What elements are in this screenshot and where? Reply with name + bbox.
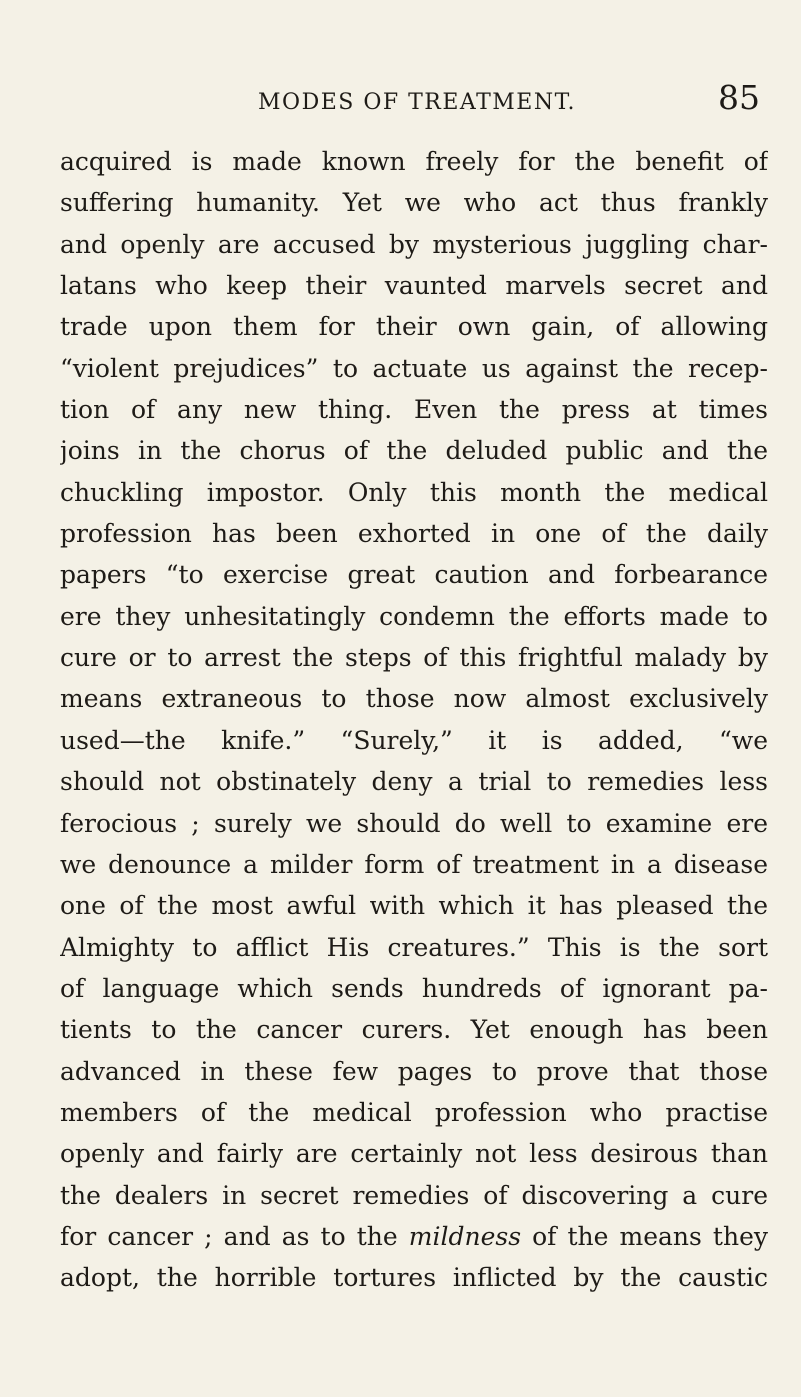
text-line: members of the medical profession who practise: [60, 1097, 768, 1127]
body-text: [60, 141, 768, 1299]
running-head: [60, 78, 760, 120]
text-line: “violent prejudices” to actuate us against the recep-: [60, 353, 768, 383]
running-title: MODES OF TREATMENT.: [258, 90, 577, 115]
italic-word: mildness: [408, 1221, 522, 1251]
text-line: and openly are accused by mysterious juggling char-: [60, 229, 768, 259]
text-line: joins in the chorus of the deluded public and the: [60, 436, 768, 466]
text-line: profession has been exhorted in one of the daily: [60, 519, 768, 549]
text-line: we denounce a milder form of treatment in a disease: [60, 849, 768, 879]
text-line: cure or to arrest the steps of this frightful malady by: [60, 643, 768, 673]
text-line: ere they unhesitatingly condemn the efforts made to: [60, 601, 768, 631]
text-line: of language which sends hundreds of ignorant pa-: [60, 973, 768, 1003]
text-line: one of the most awful with which it has pleased the: [60, 891, 768, 921]
text-line: latans who keep their vaunted marvels secret and: [60, 271, 768, 301]
text-line: ferocious ; surely we should do well to examine ere: [60, 808, 768, 838]
text-line: acquired is made known freely for the benefit of: [60, 147, 768, 176]
text-line: trade upon them for their own gain, of allowing: [60, 312, 768, 342]
text-line: should not obstinately deny a trial to remedies less: [60, 767, 768, 797]
text-line: advanced in these few pages to prove that those: [60, 1056, 768, 1086]
text-segment: of the means they: [532, 1221, 768, 1251]
text-line: tients to the cancer curers. Yet enough has been: [60, 1015, 768, 1045]
text-line: tion of any new thing. Even the press at times: [60, 395, 768, 425]
page-number: 85: [718, 78, 760, 117]
text-line: suffering humanity. Yet we who act thus frankly: [60, 188, 768, 218]
text-line: openly and fairly are certainly not less desirous than: [60, 1139, 768, 1169]
text-line: the dealers in secret remedies of discovering a cure: [60, 1180, 768, 1210]
text-segment: for cancer ; and as to the: [60, 1221, 398, 1251]
text-line: Almighty to afflict His creatures.” This is the sort: [60, 932, 768, 962]
text-line: used—the knife.” “Surely,” it is added, “we: [60, 725, 768, 755]
text-line: chuckling impostor. Only this month the medical: [60, 477, 768, 507]
text-line: means extraneous to those now almost exclusively: [60, 684, 768, 714]
text-line: papers “to exercise great caution and forbearance: [60, 560, 768, 590]
text-line: adopt, the horrible tortures inflicted by the caustic: [60, 1263, 768, 1293]
text-line-with-italic: [60, 1216, 768, 1257]
